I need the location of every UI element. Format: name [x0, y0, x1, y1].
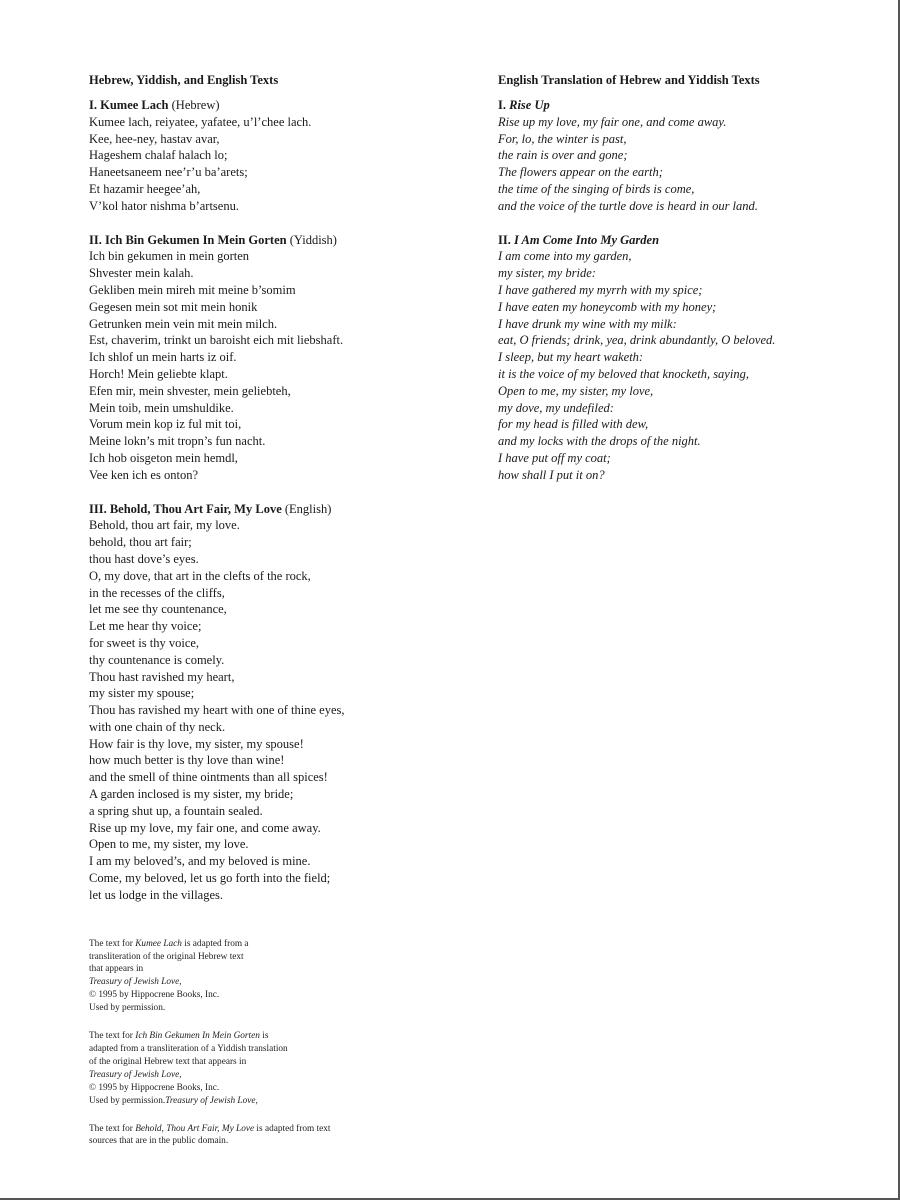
text-line: I have gathered my myrrh with my spice; [498, 282, 703, 297]
section-title: II. I Am Come Into My Garden [498, 232, 660, 247]
credit-note-ich-bin-gekumen: The text for Ich Bin Gekumen In Mein Gorten is adapted from a transliteration of a Yiddish translation of the original Hebrew text that appears in Treasury of Jewish Love, © 1995 by Hippocrene Books, Inc. Used by permission.Treasury of Jewish Love, [89, 1031, 288, 1106]
text-line: for sweet is thy voice, [89, 635, 200, 650]
lyric-lines [89, 114, 399, 215]
text-line: Haneetsaneem nee’r’u ba’arets; [89, 165, 248, 180]
text-line: my dove, my undefiled: [498, 400, 614, 415]
text-line: and the smell of thine ointments than all spices! [89, 770, 328, 785]
section-behold-thou-art-fair [89, 501, 399, 904]
text-line: I sleep, but my heart waketh: [498, 350, 644, 365]
text-line: Behold, thou art fair, my love. [89, 518, 240, 533]
text-line: Meine lokn’s mit tropn’s fun nacht. [89, 434, 266, 449]
text-line: Gegesen mein sot mit mein honik [89, 299, 258, 314]
credit-note-behold: The text for Behold, Thou Art Fair, My Love is adapted from text sources that are in the public domain. [89, 1123, 331, 1147]
text-line: Rise up my love, my fair one, and come away. [89, 820, 321, 835]
section-title: II. Ich Bin Gekumen In Mein Gorten (Yiddish) [89, 232, 337, 247]
section-title: I. Rise Up [498, 98, 550, 112]
text-line: my sister, my bride: [498, 266, 596, 281]
text-line: The flowers appear on the earth; [498, 165, 663, 180]
text-line: and my locks with the drops of the night. [498, 434, 701, 449]
text-line: Let me hear thy voice; [89, 619, 202, 634]
text-line: Hageshem chalaf halach lo; [89, 148, 228, 163]
text-line: Kumee lach, reiyatee, yafatee, u’l’chee lach. [89, 114, 312, 129]
text-line: eat, O friends; drink, yea, drink abundantly, O beloved. [498, 333, 776, 348]
text-line: Horch! Mein geliebte klapt. [89, 366, 228, 381]
text-line: Open to me, my sister, my love. [89, 837, 249, 852]
section-kumee-lach [89, 97, 399, 215]
text-line: I have eaten my honeycomb with my honey; [498, 299, 717, 314]
text-line: Open to me, my sister, my love, [498, 383, 654, 398]
text-line: Thou has ravished my heart with one of thine eyes, [89, 703, 345, 718]
section-i-am-come-into-my-garden [498, 232, 828, 484]
text-line: I have put off my coat; [498, 450, 611, 465]
text-line: I am come into my garden, [498, 249, 632, 264]
text-line: behold, thou art fair; [89, 535, 192, 550]
text-line: Come, my beloved, let us go forth into the field; [89, 871, 331, 886]
translation-lines [498, 114, 828, 215]
text-line: Kee, hee-ney, hastav avar, [89, 131, 220, 146]
text-line: I am my beloved’s, and my beloved is mine. [89, 854, 311, 869]
text-line: Est, chaverim, trinkt un baroisht eich mit liebshaft. [89, 333, 344, 348]
text-line: the rain is over and gone; [498, 148, 628, 163]
credit-notes [89, 938, 399, 1149]
text-line: thou hast dove’s eyes. [89, 551, 199, 566]
text-line: Thou hast ravished my heart, [89, 669, 235, 684]
text-line: O, my dove, that art in the clefts of the rock, [89, 568, 311, 583]
text-line: how shall I put it on? [498, 467, 605, 482]
text-line: Efen mir, mein shvester, mein geliebteh, [89, 383, 291, 398]
text-line: the time of the singing of birds is come, [498, 181, 695, 196]
text-line: for my head is filled with dew, [498, 417, 649, 432]
text-line: Vorum mein kop iz ful mit toi, [89, 417, 242, 432]
text-line: Gekliben mein mireh mit meine b’somim [89, 282, 296, 297]
left-heading: Hebrew, Yiddish, and English Texts [89, 73, 279, 87]
text-line: my sister my spouse; [89, 686, 195, 701]
section-title: I. Kumee Lach (Hebrew) [89, 98, 220, 112]
text-line: Ich shlof un mein harts iz oif. [89, 350, 237, 365]
text-line: with one chain of thy neck. [89, 719, 226, 734]
text-line: Mein toib, mein umshuldike. [89, 400, 234, 415]
section-title: III. Behold, Thou Art Fair, My Love (English) [89, 501, 332, 516]
text-line: Ich hob oisgeton mein hemdl, [89, 450, 238, 465]
text-line: it is the voice of my beloved that knocketh, saying, [498, 366, 749, 381]
text-line: Et hazamir heegee’ah, [89, 181, 201, 196]
text-line: Vee ken ich es onton? [89, 467, 198, 482]
right-heading: English Translation of Hebrew and Yiddish Texts [498, 73, 760, 87]
text-line: Rise up my love, my fair one, and come away. [498, 114, 727, 129]
text-line: For, lo, the winter is past, [498, 131, 627, 146]
text-line: I have drunk my wine with my milk: [498, 316, 677, 331]
text-line: how much better is thy love than wine! [89, 753, 285, 768]
text-line: a spring shut up, a fountain sealed. [89, 803, 263, 818]
section-ich-bin-gekumen [89, 232, 399, 484]
credit-note-kumee-lach: The text for Kumee Lach is adapted from a transliteration of the original Hebrew text that appears in Treasury of Jewish Love, © 1995 by Hippocrene Books, Inc. Used by permission. [89, 938, 249, 1014]
text-line: V’kol hator nishma b’artsenu. [89, 198, 239, 213]
text-line: How fair is thy love, my sister, my spouse! [89, 736, 304, 751]
translation-lines [498, 248, 828, 483]
text-line: thy countenance is comely. [89, 652, 225, 667]
left-column [89, 72, 399, 1163]
text-line: let us lodge in the villages. [89, 887, 224, 902]
text-line: let me see thy countenance, [89, 602, 227, 617]
text-line: A garden inclosed is my sister, my bride; [89, 787, 294, 802]
text-line: and the voice of the turtle dove is heard in our land. [498, 198, 758, 213]
text-line: Ich bin gekumen in mein gorten [89, 249, 250, 264]
text-line: Shvester mein kalah. [89, 266, 194, 281]
text-line: in the recesses of the cliffs, [89, 585, 225, 600]
lyric-lines [89, 248, 399, 483]
section-rise-up [498, 97, 828, 215]
lyric-lines [89, 517, 399, 903]
text-line: Getrunken mein vein mit mein milch. [89, 316, 278, 331]
right-column [498, 72, 828, 501]
